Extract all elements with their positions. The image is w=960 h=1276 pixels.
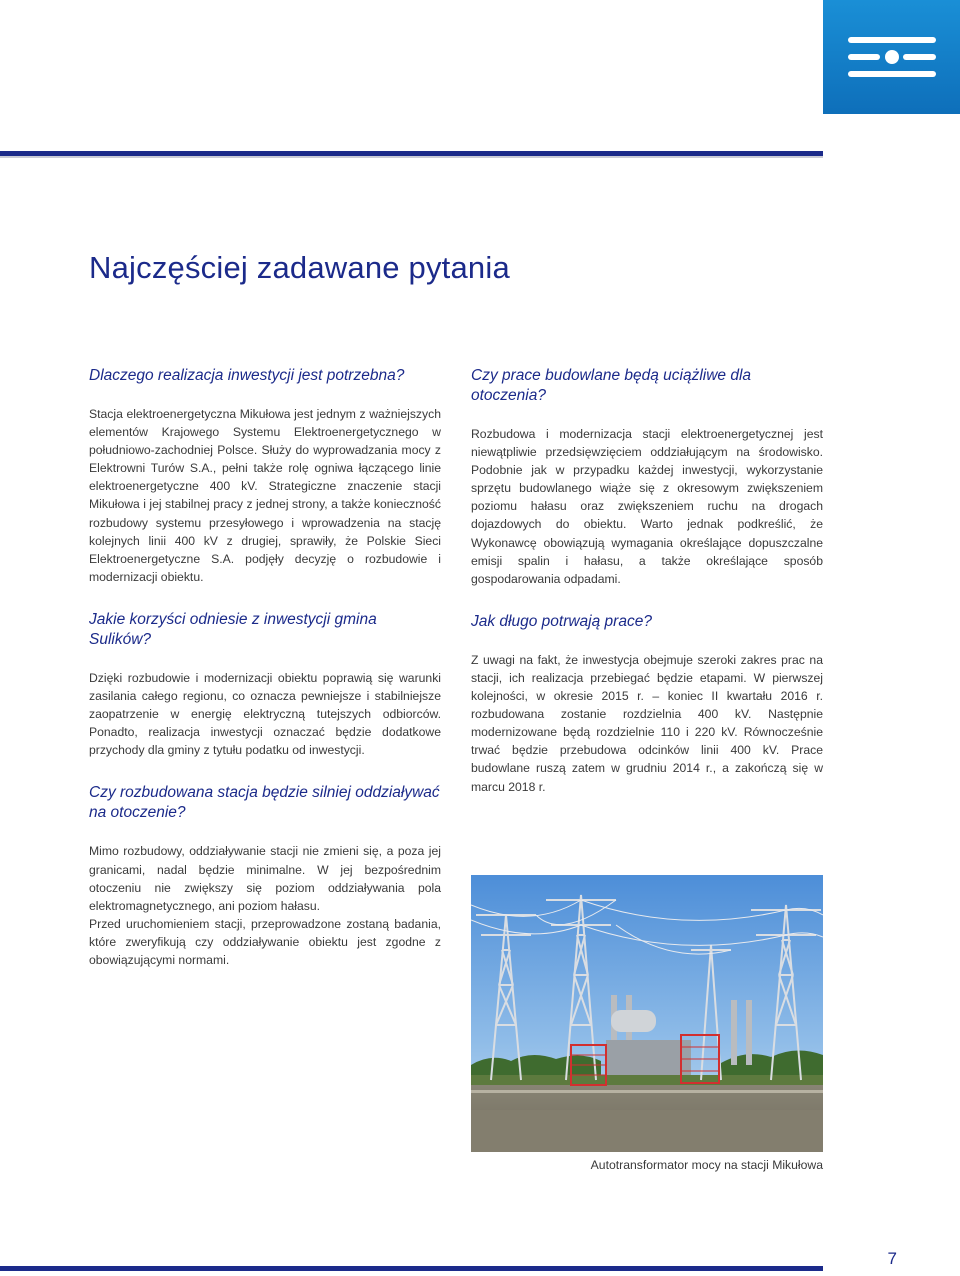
question-heading: Dlaczego realizacja inwestycji jest potrzebna? (89, 367, 405, 384)
page-title: Najczęściej zadawane pytania (89, 250, 510, 285)
menu-lines-icon (823, 0, 960, 114)
left-column (89, 366, 441, 969)
question-heading: Czy prace budowlane będą uciążliwe dla otoczenia? (471, 367, 752, 404)
photo-caption: Autotransformator mocy na stacji Mikułowa (590, 1158, 823, 1172)
bottom-rule (0, 1266, 823, 1271)
logo-box (823, 0, 960, 114)
answer-paragraph: Rozbudowa i modernizacja stacji elektroenergetycznej jest niewątpliwie przedsięwzięciem oddziałującym na środowisko. Podobnie jak w przypadku każdej inwestycji, wykorzystanie sprzętu budowlanego wiąże się z okresowym zwiększeniem poziomu hałasu oraz zwiększeniem ruchu na drogach dojazdowych do obiektu. Warto jednak podkreślić, że Wykonawcę obowiązują wymagania określające dopuszczalne emisji spalin i hałasu, a także określające sposób gospodarowania odpadami. (471, 427, 823, 586)
question-heading: Czy rozbudowana stacja będzie silniej oddziaływać na otoczenie? (89, 784, 440, 822)
answer-paragraph: Dzięki rozbudowie i modernizacji obiektu poprawią się warunki zasilania całego regionu, co oznacza pewniejsze i stabilniejsze zaopatrzenie w energię elektryczną tutejszych odbiorców. Ponadto, realizacja inwestycji oznaczać będzie dodatkowe przychody dla gminy z tytułu podatku od inwestycji. (89, 670, 441, 758)
answer-paragraph: Z uwagi na fakt, że inwestycja obejmuje szeroki zakres prac na stacji, ich realizacja przebiegać będzie etapami. W pierwszej kolejności, w okresie 2015 r. – koniec II kwartału 2016 r. rozbudowana zostanie rozdzielnia 400 kV. Następnie modernizowane będą rozdzielnie 110 i 220 kV. Równocześnie trwać będzie przebudowa odcinków linii 400 kV. Prace budowlane ruszą zatem w grudniu 2014 r., a zakończą się w marcu 2018 r. (471, 652, 823, 794)
top-rule-shadow (0, 156, 823, 158)
answer-paragraph: Przed uruchomieniem stacji, przeprowadzone zostaną badania, które zweryfikują czy oddziaływanie obiektu jest zgodne z obowiązującymi normami. (89, 916, 441, 967)
question-heading: Jak długo potrwają prace? (471, 612, 652, 630)
answer-paragraph: Stacja elektroenergetyczna Mikułowa jest jednym z ważniejszych elementów Krajowego Systemu Elektroenergetycznego w południowo-zachodniej Polsce. Służy do wyprowadzania mocy z Elektrowni Turów S.A., pełni także rolę ogniwa łączącego linie elektroenergetyczne 400 kV. Strategiczne znaczenie stacji Mikułowa i jej stabilnej pracy z jednej strony, a także konieczność rozbudowy systemu przesyłowego i wprowadzenia na stację kolejnych linii 400 kV z drugiej, sprawiły, że Polskie Sieci Elektroenergetyczne S.A. podjęły decyzję o rozbudowie i modernizacji obiektu. (89, 407, 441, 584)
answer-paragraph: Mimo rozbudowy, oddziaływanie stacji nie zmieni się, a poza jej granicami, nadal będzie minimalne. W jej bezpośrednim otoczeniu nie zwiększy się poziom oddziaływania pola elektromagnetycznego, ani poziom hałasu. (89, 844, 441, 913)
substation-photo (471, 875, 823, 1152)
page-number: 7 (887, 1249, 897, 1268)
question-heading: Jakie korzyści odniesie z inwestycji gmina Sulików? (89, 610, 377, 648)
right-column (471, 366, 823, 796)
